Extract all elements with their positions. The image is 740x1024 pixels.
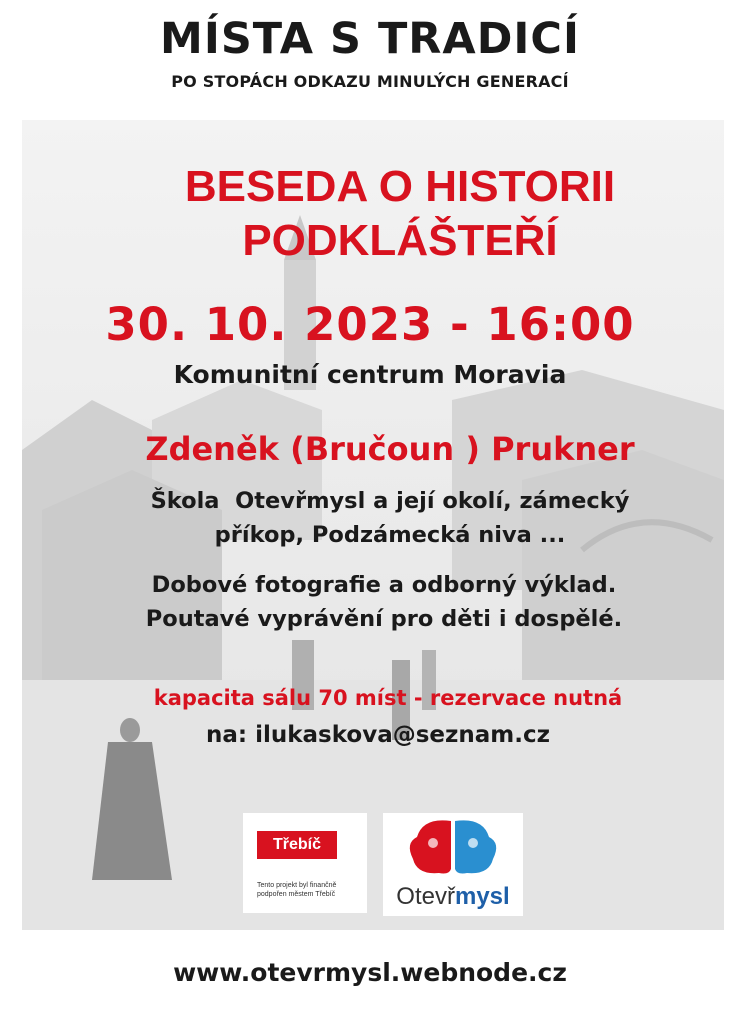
- event-description-line-2: Poutavé vyprávění pro děti i dospělé.: [145, 606, 623, 632]
- speaker-name: Zdeněk (Bručoun ) Prukner: [145, 430, 635, 468]
- event-venue: Komunitní centrum Moravia: [173, 360, 567, 389]
- otevrmysl-wordmark-prefix: Otevř: [396, 883, 455, 910]
- reservation-email: na: ilukaskova@seznam.cz: [205, 722, 551, 748]
- otevrmysl-wordmark: [383, 883, 523, 911]
- event-topic-line-1: Škola Otevřmysl a její okolí, zámecký: [150, 488, 630, 514]
- event-title-line-1: BESEDA O HISTORII: [184, 162, 616, 211]
- poster-series-subtitle: PO STOPÁCH ODKAZU MINULÝCH GENERACÍ: [171, 72, 569, 91]
- event-description: [14, 568, 740, 636]
- otevrmysl-logo: [383, 813, 523, 916]
- trebic-funding-note: Tento projekt byl finančně podpořen městem Třebíč: [257, 882, 337, 898]
- brain-icon: [383, 813, 523, 883]
- event-date-time: 30. 10. 2023 - 16:00: [105, 298, 635, 351]
- website-url[interactable]: www.otevrmysl.webnode.cz: [173, 958, 567, 987]
- poster-series-title: MÍSTA S TRADICÍ: [160, 14, 580, 64]
- event-topic-line-2: příkop, Podzámecká niva ...: [214, 522, 566, 548]
- capacity-notice: kapacita sálu 70 míst - rezervace nutná: [153, 686, 623, 710]
- trebic-logo-mark: [257, 831, 337, 859]
- trebic-logo-name: Třebíč: [272, 836, 321, 853]
- event-title-line-2: PODKLÁŠTEŘÍ: [242, 216, 558, 265]
- event-topic: [20, 484, 740, 552]
- trebic-logo: [243, 813, 367, 913]
- otevrmysl-wordmark-suffix: mysl: [454, 883, 510, 910]
- event-title: [30, 160, 740, 268]
- event-description-line-1: Dobové fotografie a odborný výklad.: [151, 572, 617, 598]
